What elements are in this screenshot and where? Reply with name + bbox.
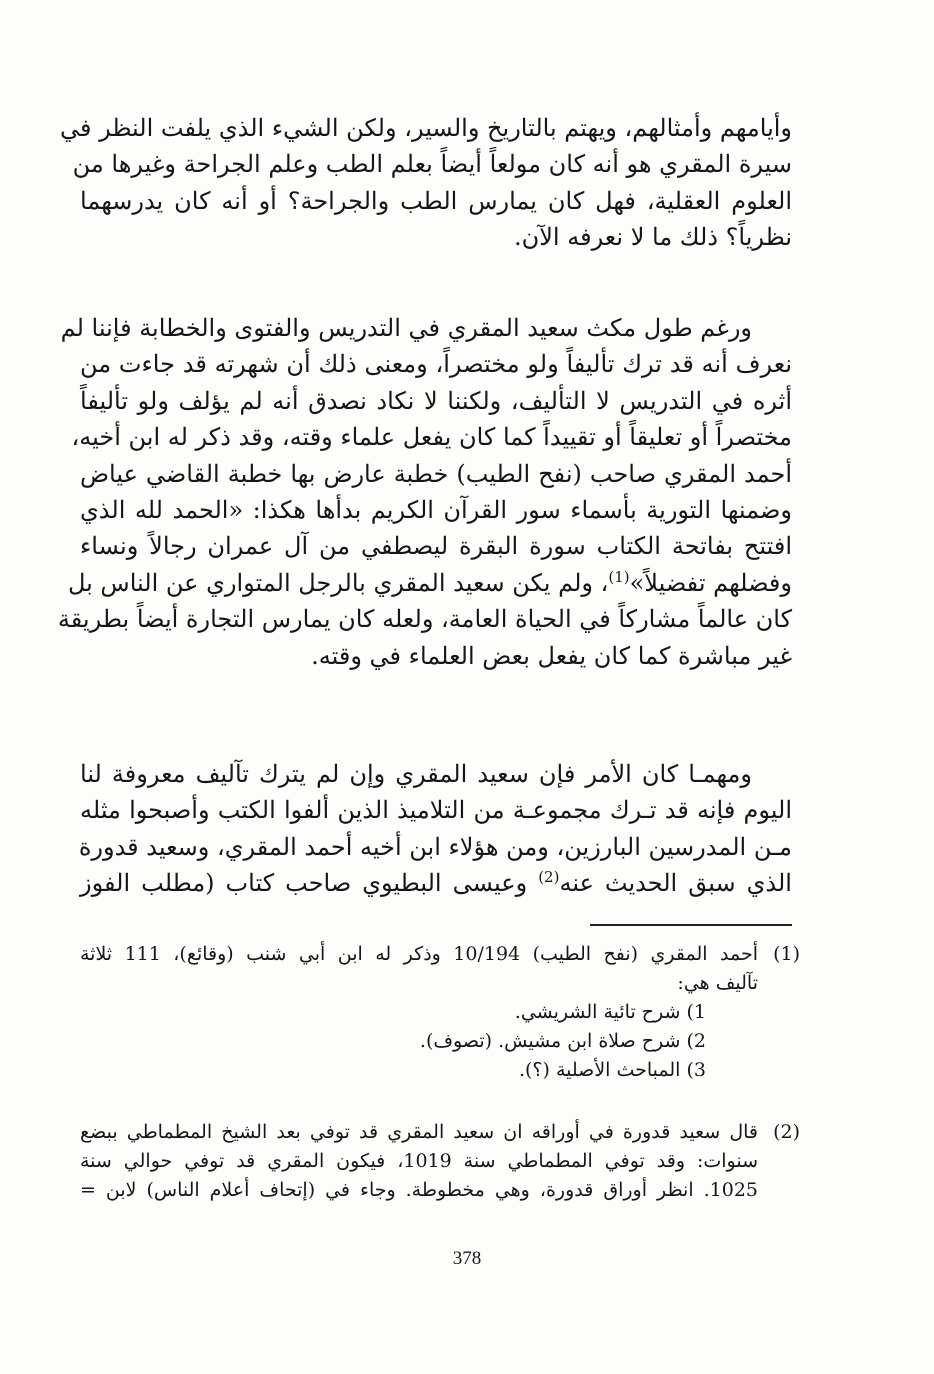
paragraph-2 [57,310,792,674]
footnote-line: تآليف هي: [677,972,758,994]
footnote-line: أحمد المقري (نفح الطيب) 10/194 وذكر له ابن أبي شنب (وقائع)، 111 ثلاثة [80,943,758,965]
text-line: افتتح بفاتحة الكتاب سورة البقرة ليصطفي من آل عمران رجالاً ونساء [80,532,792,561]
footnote-list-item: 2) شرح صلاة ابن مشيش. (تصوف). [419,1030,706,1052]
text-line: مـن المدرسين البارزين، ومن هؤلاء ابن أخيه أحمد المقري، وسعيد قدورة [78,832,792,861]
paragraph-1 [60,110,792,256]
footnote-line: سنوات: وقد توفي المطماطي سنة 1019، فيكون المقري قد توفي حوالي سنة [80,1150,758,1172]
footnote-ref-1[interactable]: (1) [608,567,630,586]
text-line: غير مباشرة كما كان يفعل بعض العلماء في وقته. [311,641,792,670]
text-line: أثره في التدريس لا التأليف، ولكننا لا نكاد نصدق أنه لم يؤلف ولو تأليفاً [80,386,792,415]
footnote-ref-2[interactable]: (2) [538,868,560,887]
footnote-2 [80,1118,800,1205]
footnote-number: (1) [773,943,800,965]
text-line: نعرف أنه قد ترك تأليفاً ولو مختصراً، ومعنى ذلك أن شهرته قد جاءت من [80,350,792,379]
quote-end: وفضلهم تفضيلاً» [629,568,792,597]
footnote-list-item: 1) شرح تائية الشريشي. [514,1001,706,1023]
text-line: سيرة المقري هو أنه كان مولعاً أيضاً بعلم الطب وعلم الجراحة وغيرها من [72,150,792,179]
text-line: اليوم فإنه قد تـرك مجموعـة من التلاميذ الذين ألفوا الكتب وأصبحوا مثله [80,796,792,825]
text-fragment: الذي سبق الحديث عنه [559,869,792,898]
paragraph-3 [80,756,792,902]
text-line: ومهمـا كان الأمر فإن سعيد المقري وإن لم يترك تآليف معروفة لنا [80,760,752,788]
text-fragment: وعيسى البطيوي صاحب كتاب (مطلب الفوز [80,869,528,898]
text-line [80,865,792,901]
text-line: وفضلهم تفضيلاً»$^{(1)}$، ولم يكن سعيد المقري بالرجل المتواري عن الناس بل [67,567,792,597]
footnote-line: 1025. انظر أوراق قدورة، وهي مخطوطة. وجاء في (إتحاف أعلام الناس) لابن = [80,1179,758,1201]
text-line: نظرياً؟ ذلك ما لا نعرفه الآن. [513,223,792,252]
footnote-1 [80,940,800,1085]
footnote-separator [590,924,792,926]
text-line: وأيامهم وأمثالهم، ويهتم بالتاريخ والسير، ولكن الشيء الذي يلفت النظر في [60,114,792,142]
text-line: أحمد المقري صاحب (نفح الطيب) خطبة عارض بها خطبة القاضي عياض [80,459,792,488]
text-line: العلوم العقلية، فهل كان يمارس الطب والجراحة؟ أو أنه كان يدرسهما [80,186,792,215]
text-fragment: ولم يكن سعيد المقري بالرجل المتواري عن الناس بل [67,568,593,597]
text-line: مختصراً أو تعليقاً أو تقييداً كما كان يفعل علماء وقته، وقد ذكر له ابن أخيه، [71,423,792,452]
footnote-number: (2) [773,1121,800,1143]
footnote-line: قال سعيد قدورة في أوراقه ان سعيد المقري قد توفي بعد الشيخ المطماطي ببضع [80,1121,758,1143]
page-number: 378 [452,1248,482,1269]
text-line: ورغم طول مكث سعيد المقري في التدريس والفتوى والخطابة فإننا لم [60,314,752,342]
text-line: كان عالماً مشاركاً في الحياة العامة، ولعله كان يمارس التجارة أيضاً بطريقة [57,605,792,634]
text-line: وضمنها التورية بأسماء سور القرآن الكريم بدأها هكذا: «الحمد لله الذي [80,496,792,525]
footnote-list-item: 3) المباحث الأصلية (؟). [518,1059,706,1081]
